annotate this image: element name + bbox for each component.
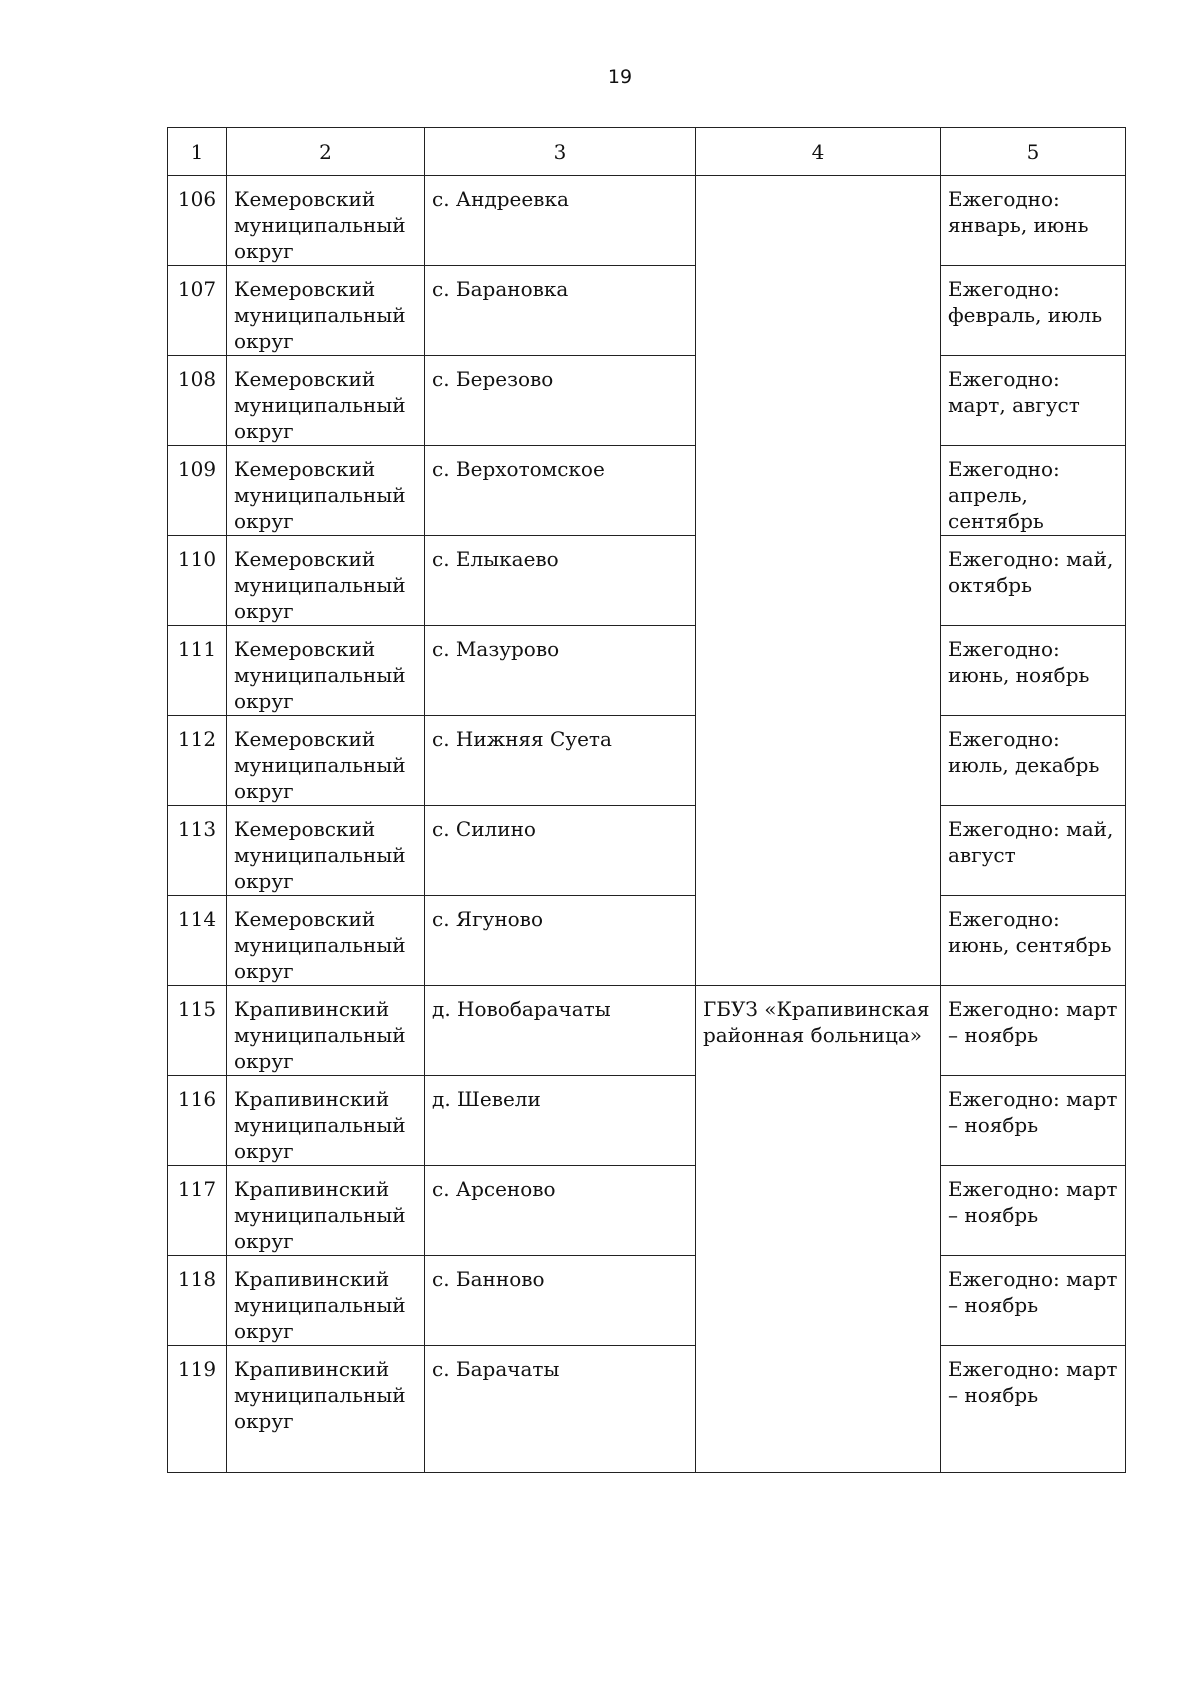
settlement-cell [425,1076,696,1166]
district-cell [227,266,425,356]
settlement-cell-text: с. Барановка [432,277,569,301]
table-row [168,1256,1126,1346]
district-cell-text: Крапивинский муниципальный округ [234,1357,406,1433]
row-number [168,176,227,266]
settlement-cell-text: с. Верхотомское [432,457,605,481]
schedule-cell [941,1256,1126,1346]
row-number-text: 114 [177,907,217,931]
row-number-text: 110 [177,547,217,571]
district-cell [227,536,425,626]
district-cell-text: Кемеровский муниципальный округ [234,727,406,803]
institution-cell-text: ГБУЗ «Крапивинская районная больница» [703,997,930,1047]
row-number [168,446,227,536]
settlement-cell-text: д. Шевели [432,1087,541,1111]
header-col-5: 5 [941,128,1126,176]
settlement-cell [425,1256,696,1346]
schedule-cell [941,716,1126,806]
schedule-cell-text: Ежегодно: март – ноябрь [948,1087,1118,1137]
table-row [168,446,1126,536]
header-col-4: 4 [696,128,941,176]
settlement-cell [425,716,696,806]
district-cell [227,986,425,1076]
row-number [168,266,227,356]
schedule-cell [941,1346,1126,1473]
schedule-cell-text: Ежегодно: январь, июнь [948,187,1089,237]
district-cell-text: Кемеровский муниципальный округ [234,817,406,893]
schedule-cell-text: Ежегодно: март – ноябрь [948,997,1118,1047]
schedule-cell [941,266,1126,356]
header-col-2: 2 [227,128,425,176]
schedule-cell-text: Ежегодно: март – ноябрь [948,1177,1118,1227]
district-cell [227,716,425,806]
schedule-cell [941,896,1126,986]
settlement-cell [425,986,696,1076]
row-number-text: 113 [177,817,217,841]
row-number-text: 118 [177,1267,217,1291]
settlement-cell-text: с. Банново [432,1267,545,1291]
row-number [168,536,227,626]
settlement-cell [425,806,696,896]
row-number-text: 112 [177,727,217,751]
row-number-text: 117 [177,1177,217,1201]
settlement-cell-text: с. Арсеново [432,1177,556,1201]
row-number-text: 106 [177,187,217,211]
header-col-1: 1 [168,128,227,176]
table-header-row [168,128,1126,176]
district-cell-text: Кемеровский муниципальный округ [234,907,406,983]
settlement-cell-text: с. Андреевка [432,187,569,211]
district-cell [227,1166,425,1256]
row-number-text: 119 [177,1357,217,1381]
table-row [168,806,1126,896]
district-cell [227,1346,425,1473]
page-number: 19 [607,66,633,88]
header-col-3: 3 [425,128,696,176]
district-cell [227,896,425,986]
district-cell [227,356,425,446]
row-number [168,806,227,896]
schedule-cell-text: Ежегодно: июнь, сентябрь [948,907,1112,957]
schedule-cell-text: Ежегодно: май, август [948,817,1114,867]
row-number [168,716,227,806]
settlement-cell [425,176,696,266]
settlement-cell [425,1346,696,1473]
district-cell-text: Крапивинский муниципальный округ [234,1087,406,1163]
schedule-cell [941,806,1126,896]
settlement-cell-text: с. Силино [432,817,536,841]
table-row [168,1346,1126,1473]
district-cell-text: Крапивинский муниципальный округ [234,997,406,1073]
settlement-cell [425,446,696,536]
district-cell-text: Кемеровский муниципальный округ [234,547,406,623]
settlement-cell [425,536,696,626]
schedule-cell [941,536,1126,626]
table-row [168,356,1126,446]
settlement-cell [425,1166,696,1256]
settlement-cell-text: с. Елыкаево [432,547,559,571]
schedule-cell-text: Ежегодно: февраль, июль [948,277,1103,327]
schedule-cell-text: Ежегодно: июль, декабрь [948,727,1100,777]
schedule-cell [941,356,1126,446]
district-cell-text: Кемеровский муниципальный округ [234,457,406,533]
schedule-cell [941,1166,1126,1256]
settlement-cell-text: с. Березово [432,367,554,391]
table-row [168,1166,1126,1256]
institution-cell [696,986,941,1473]
district-cell-text: Кемеровский муниципальный округ [234,277,406,353]
table-row [168,266,1126,356]
row-number-text: 116 [177,1087,217,1111]
table-row [168,626,1126,716]
table-row [168,986,1126,1076]
schedule-cell-text: Ежегодно: март – ноябрь [948,1357,1118,1407]
schedule-cell-text: Ежегодно: апрель, сентябрь [948,457,1060,533]
district-cell [227,1076,425,1166]
row-number-text: 111 [177,637,217,661]
schedule-cell [941,626,1126,716]
settlement-cell-text: с. Ягуново [432,907,543,931]
district-cell-text: Кемеровский муниципальный округ [234,367,406,443]
settlement-cell [425,356,696,446]
district-cell-text: Крапивинский муниципальный округ [234,1177,406,1253]
district-cell-text: Кемеровский муниципальный округ [234,187,406,263]
row-number [168,896,227,986]
district-cell [227,176,425,266]
row-number-text: 109 [177,457,217,481]
row-number [168,356,227,446]
schedule-cell [941,986,1126,1076]
row-number-text: 108 [177,367,217,391]
table-row [168,176,1126,266]
settlement-cell [425,266,696,356]
schedule-cell-text: Ежегодно: май, октябрь [948,547,1114,597]
district-cell [227,1256,425,1346]
row-number [168,626,227,716]
settlement-cell-text: д. Новобарачаты [432,997,611,1021]
settlement-cell-text: с. Барачаты [432,1357,560,1381]
schedule-cell-text: Ежегодно: март – ноябрь [948,1267,1118,1317]
schedule-table [167,127,1126,1473]
table-row [168,1076,1126,1166]
institution-cell [696,176,941,986]
settlement-cell [425,896,696,986]
schedule-cell [941,1076,1126,1166]
district-cell [227,806,425,896]
settlement-cell-text: с. Нижняя Суета [432,727,612,751]
schedule-cell [941,446,1126,536]
settlement-cell [425,626,696,716]
district-cell [227,446,425,536]
row-number [168,1346,227,1473]
schedule-cell [941,176,1126,266]
district-cell-text: Крапивинский муниципальный округ [234,1267,406,1343]
row-number-text: 107 [177,277,217,301]
row-number-text: 115 [177,997,217,1021]
row-number [168,1076,227,1166]
schedule-cell-text: Ежегодно: март, август [948,367,1080,417]
row-number [168,1166,227,1256]
district-cell [227,626,425,716]
settlement-cell-text: с. Мазурово [432,637,560,661]
table-row [168,536,1126,626]
row-number [168,1256,227,1346]
table-row [168,716,1126,806]
table-row [168,896,1126,986]
schedule-cell-text: Ежегодно: июнь, ноябрь [948,637,1090,687]
row-number [168,986,227,1076]
district-cell-text: Кемеровский муниципальный округ [234,637,406,713]
